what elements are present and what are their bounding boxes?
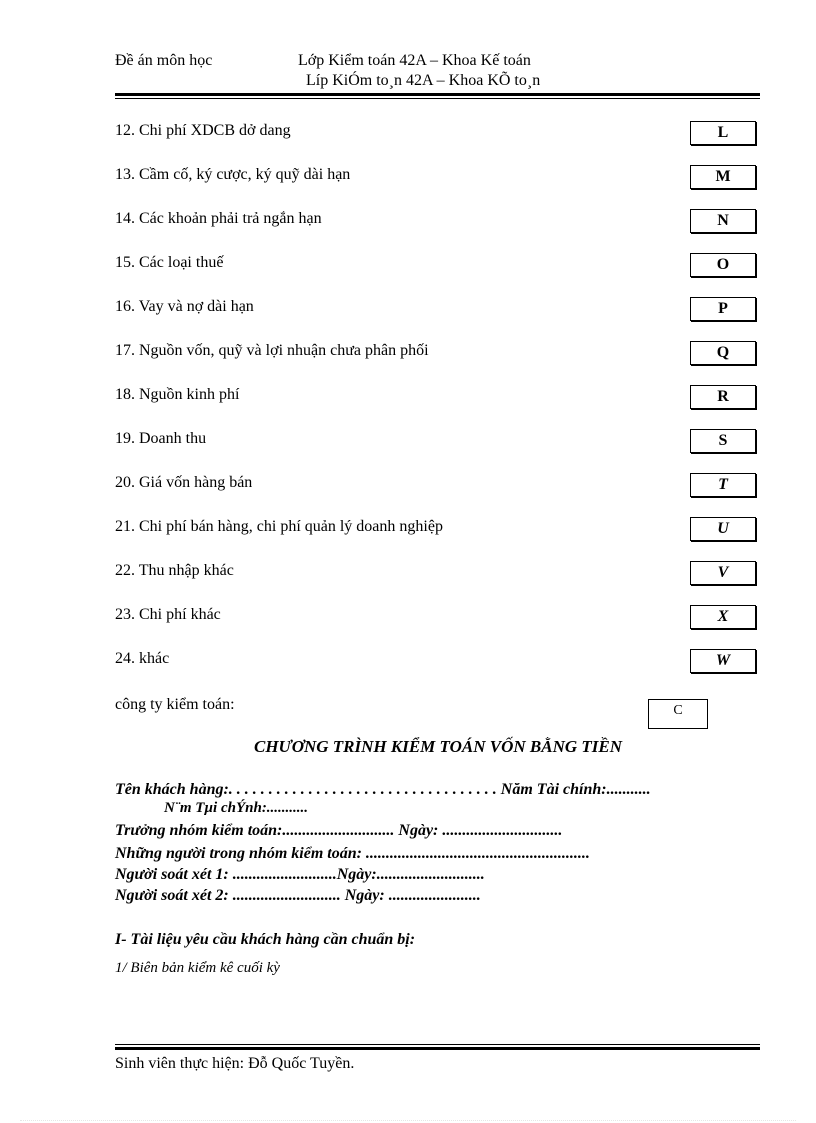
code-box: V [690, 561, 756, 585]
program-title: CHƯƠNG TRÌNH KIỂM TOÁN VỐN BẰNG TIỀN [253, 737, 623, 756]
list-item-label: 17. Nguồn vốn, quỹ và lợi nhuận chưa phân phối [115, 342, 429, 359]
footer-rule-thin [115, 1044, 760, 1045]
footer-rule-thick [115, 1047, 760, 1050]
list-item-label: 24. khác [115, 650, 170, 667]
list-item-label: 20. Giá vốn hàng bán [115, 474, 253, 491]
code-box: O [690, 253, 756, 277]
client-line: Tên khách hàng:. . . . . . . . . . . . . . . . . . . . . . . . . . . . . . . . . . Năm Tài chính:........... [115, 781, 651, 798]
list-item-label: 12. Chi phí XDCB dở dang [115, 122, 291, 139]
list-item-label: 22. Thu nhập khác [115, 562, 234, 579]
code-box: N [690, 209, 756, 233]
list-item-label: 19. Doanh thu [115, 430, 207, 447]
team-lead-line: Trưởng nhóm kiểm toán:............................ Ngày: .............................. [115, 822, 563, 839]
company-label: công ty kiểm toán: [115, 696, 235, 713]
list-item-label: 23. Chi phí khác [115, 606, 221, 623]
garbled-year-line: N¨m Tµi chÝnh:........... [164, 800, 309, 816]
code-box: P [690, 297, 756, 321]
header-rule-thick [115, 93, 760, 96]
section-item: 1/ Biên bản kiểm kê cuối kỳ [115, 960, 280, 976]
footer-author: Sinh viên thực hiện: Đỗ Quốc Tuyền. [115, 1055, 355, 1072]
code-box: U [690, 517, 756, 541]
list-item-label: 15. Các loại thuế [115, 254, 224, 271]
header-course-label: Đề án môn học [115, 52, 213, 69]
company-code-box: C [648, 699, 708, 729]
code-box: M [690, 165, 756, 189]
header-rule-thin [115, 98, 760, 99]
page-bottom-divider [20, 1120, 796, 1122]
code-box: L [690, 121, 756, 145]
code-box: R [690, 385, 756, 409]
reviewer-1-line: Người soát xét 1: ..........................Ngày:........................... [115, 866, 485, 883]
header-class-line-garbled: Líp KiÓm to¸n 42A – Khoa KÕ to¸n [306, 72, 541, 89]
code-box: S [690, 429, 756, 453]
code-box: X [690, 605, 756, 629]
list-item-label: 14. Các khoản phải trả ngắn hạn [115, 210, 322, 227]
header-class-line: Lớp Kiểm toán 42A – Khoa Kế toán [298, 52, 531, 69]
list-item-label: 21. Chi phí bán hàng, chi phí quản lý doanh nghiệp [115, 518, 443, 535]
team-members-line: Những người trong nhóm kiểm toán: ........................................................ [115, 845, 590, 862]
code-box: T [690, 473, 756, 497]
code-box: Q [690, 341, 756, 365]
section-heading: I- Tài liệu yêu cầu khách hàng cần chuẩn bị: [115, 931, 416, 948]
code-box: W [690, 649, 756, 673]
reviewer-2-line: Người soát xét 2: ........................... Ngày: ....................... [115, 887, 481, 904]
list-item-label: 13. Cầm cố, ký cược, ký quỹ dài hạn [115, 166, 351, 183]
list-item-label: 16. Vay và nợ dài hạn [115, 298, 254, 315]
list-item-label: 18. Nguồn kinh phí [115, 386, 240, 403]
